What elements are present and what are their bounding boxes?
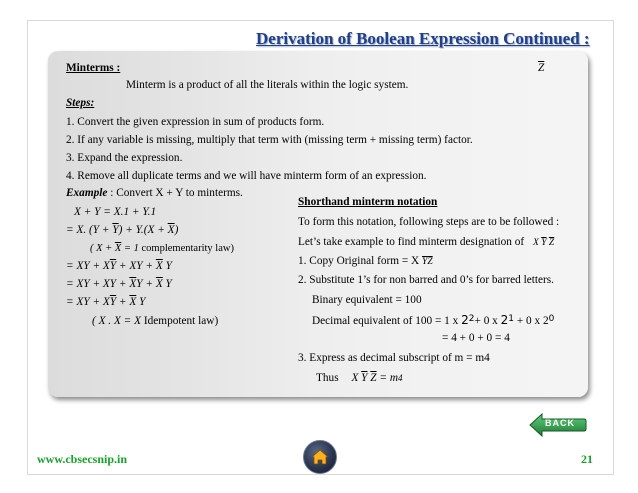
var-z-barred: $\overline{Z}$ (427, 257, 433, 267)
house-icon (304, 441, 336, 473)
derivation-line-7 (92, 315, 218, 328)
derivation-line-4 (66, 260, 172, 273)
home-icon[interactable] (303, 440, 337, 474)
derivation-line-6 (66, 296, 145, 309)
decimal-equivalent (312, 314, 554, 328)
deriv-text: + XY + (116, 260, 156, 272)
power-exp: 1 (508, 314, 515, 324)
derivation-line-5 (66, 278, 172, 291)
deriv-text: = XY + XY + (66, 278, 130, 290)
deriv-barred: $\overline{Y}$ (112, 224, 119, 236)
minterms-heading: Minterms : (66, 62, 121, 74)
minterm-definition: Minterm is a product of all the literals within the logic system. (126, 79, 409, 91)
deriv-barred: $\overline{X}$ (167, 224, 175, 236)
example-text: : Convert X + Y to minterms. (110, 187, 243, 199)
var-y-barred: $\overline{Y}$ (361, 372, 368, 384)
deriv-text: = X. (Y + (66, 224, 113, 236)
thus-label: Thus (316, 372, 339, 384)
var-z-barred: $\overline{Z}$ (548, 238, 555, 248)
deriv-text: ( X + (90, 243, 115, 254)
thus-rest: = m (376, 372, 399, 384)
derivation-line-2 (66, 224, 178, 237)
var-x: X (533, 238, 539, 248)
derivation-line-3 (90, 242, 234, 255)
power-base: 2 (461, 313, 469, 327)
deriv-text: ) + Y.(X + (118, 224, 168, 236)
step-item: 2. If any variable is missing, multiply that term with (missing term + missing term) factor. (66, 134, 473, 146)
power-exp: 0 (548, 314, 555, 324)
power-base: 2 (500, 313, 509, 327)
slide-title: Derivation of Boolean Expression Continued : (256, 29, 590, 48)
deriv-text: Y + (136, 278, 156, 290)
deriv-text: + (116, 296, 130, 308)
deriv-text: Y (162, 278, 172, 290)
deriv-barred: $\overline{X}$ (129, 296, 137, 308)
step-item: 3. Expand the expression. (66, 152, 183, 164)
deriv-barred: $\overline{X}$ (129, 278, 137, 290)
var-x: X (351, 372, 359, 384)
deriv-text: = 1 (121, 243, 139, 254)
deriv-barred: $\overline{X}$ (114, 243, 122, 254)
shorthand-example (298, 236, 554, 250)
shorthand-text: Decimal equivalent of 100 = 1 x (312, 315, 462, 327)
example-expression (533, 238, 554, 248)
decimal-sum: = 4 + 0 + 0 = 4 (442, 332, 510, 344)
example-label: Example (66, 187, 108, 199)
steps-heading: Steps: (66, 97, 95, 109)
corner-variable: $\overline{Z}$ (538, 62, 545, 74)
step-item: 1. Convert the given expression in sum of products form. (66, 116, 325, 128)
var-y-barred: $\overline{Y}$ (541, 238, 547, 248)
var-y-barred: $\overline{Y}$ (422, 257, 428, 267)
deriv-barred: $\overline{Y}$ (109, 260, 117, 272)
deriv-text: ) (174, 224, 179, 236)
footer-url-link[interactable]: www.cbsecsnip.in (37, 452, 128, 466)
deriv-barred: $\overline{X}$ (155, 260, 163, 272)
deriv-text: Y (136, 296, 146, 308)
power-exp: 2 (468, 314, 475, 324)
shorthand-step-3: 3. Express as decimal subscript of m = m4 (298, 352, 490, 364)
example-line (66, 187, 243, 200)
deriv-text: = XY + X (66, 260, 110, 272)
shorthand-text: + 0 x 2 (514, 315, 549, 327)
shorthand-text: + 0 x (474, 315, 501, 327)
shorthand-text: 1. Copy Original form = X (298, 255, 420, 267)
back-label[interactable]: BACK (545, 418, 575, 428)
derivation-line-1: X + Y = X.1 + Y.1 (74, 206, 157, 218)
subscript: 4 (398, 373, 403, 383)
binary-equivalent: Binary equivalent = 100 (312, 294, 422, 306)
shorthand-step-2: 2. Substitute 1’s for non barred and 0’s for barred letters. (298, 274, 554, 286)
thus-line (316, 372, 403, 385)
step-item: 4. Remove all duplicate terms and we will have minterm form of an expression. (66, 170, 427, 182)
deriv-text: = XY + X (66, 296, 110, 308)
deriv-text: ( X . X = X (92, 315, 142, 327)
shorthand-intro: To form this notation, following steps are to be followed : (298, 216, 560, 228)
var-z-barred: $\overline{Z}$ (370, 372, 377, 384)
page-number: 21 (581, 452, 593, 466)
shorthand-step-1 (298, 255, 433, 269)
deriv-text: Y (162, 260, 172, 272)
shorthand-text: Let’s take example to find minterm designation of (298, 236, 525, 248)
deriv-note: complementarity law) (138, 243, 234, 254)
deriv-barred: $\overline{X}$ (155, 278, 163, 290)
deriv-barred: $\overline{Y}$ (109, 296, 117, 308)
deriv-note: Idempotent law) (141, 315, 219, 327)
shorthand-heading: Shorthand minterm notation (298, 196, 438, 208)
